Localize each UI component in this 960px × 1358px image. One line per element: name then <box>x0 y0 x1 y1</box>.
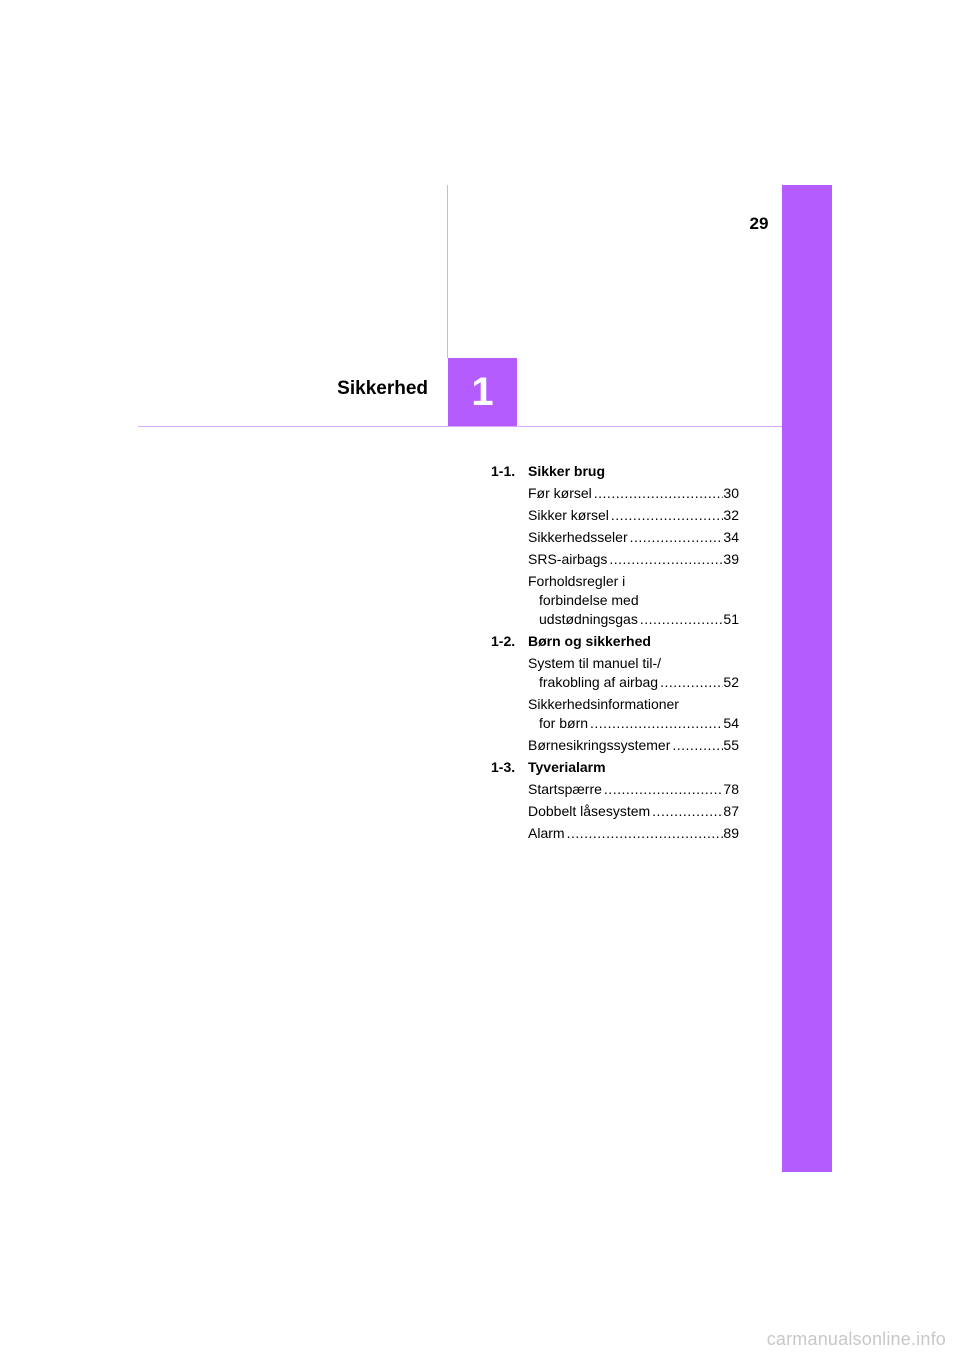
toc-entry-label: Startspærre <box>528 781 602 797</box>
dot-leader <box>638 610 724 629</box>
toc-entry[interactable] <box>528 824 739 843</box>
toc-entry[interactable] <box>528 695 739 733</box>
toc-entry-label: frakobling af airbag <box>539 674 659 690</box>
chapter-title: Sikkerhed <box>337 378 428 399</box>
toc-entry[interactable] <box>528 506 739 525</box>
dot-leader <box>607 550 723 569</box>
dot-leader <box>609 506 724 525</box>
toc-entry-label: Børnesikringssystemer <box>528 737 671 753</box>
toc-section-title[interactable]: Børn og sikkerhed <box>528 633 651 649</box>
toc-entry-row <box>528 714 739 733</box>
chapter-number-box <box>448 358 517 426</box>
table-of-contents <box>491 459 739 846</box>
toc-entry-label: Dobbelt låsesystem <box>528 803 651 819</box>
toc-entry-row <box>528 673 739 692</box>
toc-entry-row <box>528 550 739 569</box>
toc-entry[interactable] <box>528 654 739 692</box>
toc-entry-label: for børn <box>539 715 589 731</box>
toc-entry[interactable] <box>528 572 739 629</box>
dot-leader <box>658 673 723 692</box>
toc-entry-label: Før kørsel <box>528 485 592 501</box>
toc-section-number: 1-1. <box>491 463 516 479</box>
toc-entry-line: System til manuel til-/ <box>528 655 662 671</box>
dot-leader <box>650 802 723 821</box>
toc-entry-row <box>528 802 739 821</box>
toc-entry-row <box>528 780 739 799</box>
side-tab <box>782 185 832 1172</box>
chapter-number: 1 <box>471 369 494 414</box>
toc-entry-label: Sikker kørsel <box>528 507 609 523</box>
toc-entry[interactable] <box>528 802 739 821</box>
horizontal-rule <box>138 426 782 427</box>
toc-entry[interactable] <box>528 484 739 503</box>
dot-leader <box>588 714 723 733</box>
toc-entry-page: 39 <box>723 551 739 567</box>
toc-section-number: 1-2. <box>491 633 516 649</box>
vertical-rule <box>447 185 448 358</box>
toc-section-number: 1-3. <box>491 759 516 775</box>
toc-entry-row <box>528 506 739 525</box>
toc-section <box>491 632 739 651</box>
toc-entry-page: 55 <box>723 737 739 753</box>
toc-entry-page: 52 <box>723 674 739 690</box>
toc-entry-row <box>528 484 739 503</box>
toc-entry-row <box>528 824 739 843</box>
toc-entry[interactable] <box>528 528 739 547</box>
toc-entry-label: Alarm <box>528 825 565 841</box>
dot-leader <box>670 736 723 755</box>
toc-entry-page: 78 <box>723 781 739 797</box>
dot-leader <box>565 824 724 843</box>
watermark: carmanualsonline.info <box>766 1329 946 1349</box>
toc-section-title[interactable]: Sikker brug <box>528 463 606 479</box>
dot-leader <box>628 528 724 547</box>
toc-entry-page: 30 <box>723 485 739 501</box>
toc-entry-line: Sikkerhedsinformationer <box>528 696 679 712</box>
toc-entry-page: 32 <box>723 507 739 523</box>
toc-entry-page: 89 <box>723 825 739 841</box>
toc-entry-page: 34 <box>723 529 739 545</box>
toc-entry-row <box>528 610 739 629</box>
toc-section <box>491 462 739 481</box>
toc-entry-line: Forholdsregler i <box>528 573 626 589</box>
toc-entry-label: Sikkerhedsseler <box>528 529 628 545</box>
toc-entry-page: 51 <box>723 611 739 627</box>
toc-entry-row <box>528 528 739 547</box>
toc-entry-label: SRS-airbags <box>528 551 608 567</box>
toc-entry-page: 87 <box>723 803 739 819</box>
dot-leader <box>592 484 724 503</box>
toc-section <box>491 758 739 777</box>
toc-section-title[interactable]: Tyverialarm <box>528 759 606 775</box>
toc-entry[interactable] <box>528 550 739 569</box>
page-number: 29 <box>749 214 769 233</box>
toc-entry-page: 54 <box>723 715 739 731</box>
toc-entry-line: forbindelse med <box>539 592 639 608</box>
dot-leader <box>602 780 724 799</box>
toc-entry-row <box>528 736 739 755</box>
toc-entry[interactable] <box>528 780 739 799</box>
toc-entry-label: udstødningsgas <box>539 611 638 627</box>
toc-entry[interactable] <box>528 736 739 755</box>
